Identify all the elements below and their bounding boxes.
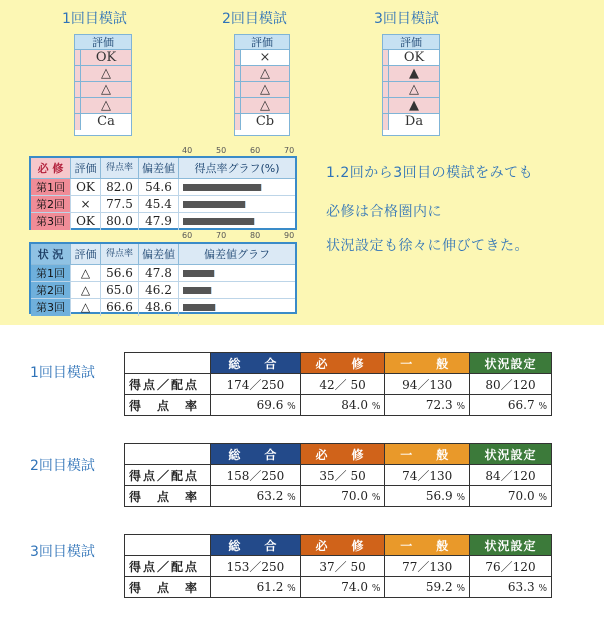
- result-header-row: [125, 353, 552, 374]
- bar-cell: [179, 299, 295, 316]
- score-cell: 153／250: [211, 556, 301, 577]
- row-label: 第1回: [31, 179, 71, 195]
- mini-value: ×: [241, 50, 289, 65]
- rate-cell: [211, 486, 301, 507]
- mini-header-2: 2回目模試: [222, 11, 287, 27]
- score-cell: 35／ 50: [300, 465, 385, 486]
- col-dev: 偏差値: [139, 158, 179, 178]
- mini-row: [75, 82, 131, 98]
- mini-row: [383, 82, 439, 98]
- blank-cell: [125, 535, 211, 556]
- mini-header-1: 1回目模試: [62, 11, 127, 27]
- row-grade: OK: [71, 179, 101, 195]
- mini-value: ▲: [389, 66, 439, 81]
- rate-value: 70.0: [341, 489, 368, 503]
- rate-value: 72.3: [425, 398, 453, 412]
- jokyo-label: 状 況: [31, 244, 71, 264]
- rate-value: 61.2: [256, 580, 284, 594]
- mini-value: Da: [389, 114, 439, 130]
- pct-unit: %: [456, 493, 466, 503]
- rate-row: [125, 486, 552, 507]
- pct-unit: %: [287, 584, 296, 594]
- col-ippan: 一 般: [385, 353, 470, 374]
- hisshu-row: [31, 196, 295, 213]
- col-total: 総 合: [211, 444, 301, 465]
- result-header-row: [125, 444, 552, 465]
- row-label: 第3回: [31, 213, 71, 230]
- hisshu-header-row: [31, 158, 295, 179]
- col-total: 総 合: [211, 353, 301, 374]
- score-row: [125, 465, 552, 486]
- rate-cell: [385, 395, 470, 416]
- row-rate: 80.0: [101, 213, 139, 230]
- col-grade: 評価: [71, 158, 101, 178]
- score-cell: 158／250: [211, 465, 301, 486]
- row-grade: OK: [71, 213, 101, 230]
- score-row: [125, 374, 552, 395]
- row-header-score: 得点／配点: [125, 556, 211, 577]
- rate-cell: [470, 395, 552, 416]
- note-line-3: 状況設定も徐々に伸びてきた。: [326, 238, 529, 254]
- mini-row: [235, 98, 289, 114]
- col-hisshu: 必 修: [300, 535, 385, 556]
- hisshu-row: [31, 179, 295, 196]
- pct-unit: %: [371, 584, 381, 594]
- col-jokyo: 状況設定: [470, 353, 552, 374]
- mini-value: △: [241, 82, 289, 97]
- mini-value: OK: [389, 50, 439, 65]
- bar-cell: [179, 282, 295, 298]
- note-line-2: 必修は合格圏内に: [326, 204, 442, 220]
- col-dev: 偏差値: [139, 244, 179, 264]
- mini-value: △: [81, 82, 131, 97]
- hisshu-row: [31, 213, 295, 230]
- bar-cell: [179, 179, 295, 195]
- rate-value: 63.3: [507, 580, 535, 594]
- score-cell: 84／120: [470, 465, 552, 486]
- row-dev: 54.6: [139, 179, 179, 195]
- score-bar: [183, 201, 246, 208]
- mini-value: △: [81, 66, 131, 81]
- jokyo-stats-table: [29, 242, 297, 314]
- row-header-rate: 得 点 率: [125, 395, 211, 416]
- col-hisshu: 必 修: [300, 353, 385, 374]
- exam-label-3: 3回目模試: [30, 544, 95, 560]
- rate-value: 63.2: [256, 489, 284, 503]
- row-dev: 45.4: [139, 196, 179, 212]
- col-grade: 評価: [71, 244, 101, 264]
- mini-row: [383, 50, 439, 66]
- row-rate: 66.6: [101, 299, 139, 316]
- exam-label-2: 2回目模試: [30, 458, 95, 474]
- rate-cell: [300, 486, 385, 507]
- rate-cell: [385, 486, 470, 507]
- score-cell: 94／130: [385, 374, 470, 395]
- rate-cell: [211, 577, 301, 598]
- score-bar: [183, 218, 255, 225]
- rate-cell: [300, 395, 385, 416]
- mini-value: ▲: [389, 98, 439, 113]
- mini-row: [235, 50, 289, 66]
- rate-value: 74.0: [341, 580, 368, 594]
- mini-value: △: [389, 82, 439, 97]
- row-grade: △: [71, 265, 101, 281]
- mini-row: [235, 114, 289, 130]
- mini-value: Cb: [241, 114, 289, 130]
- bar-cell: [179, 265, 295, 281]
- mini-value: △: [241, 98, 289, 113]
- exam-label-1: 1回目模試: [30, 365, 95, 381]
- result-table-2: [124, 443, 552, 507]
- jokyo-row: [31, 282, 295, 299]
- mini-table-header: 評価: [75, 35, 131, 50]
- col-graph: 偏差値グラフ: [204, 248, 270, 261]
- score-cell: 80／120: [470, 374, 552, 395]
- row-grade: ×: [71, 196, 101, 212]
- rate-cell: [470, 577, 552, 598]
- score-cell: 42／ 50: [300, 374, 385, 395]
- row-header-rate: 得 点 率: [125, 577, 211, 598]
- col-total: 総 合: [211, 535, 301, 556]
- pct-unit: %: [456, 402, 466, 412]
- mini-value: OK: [81, 50, 131, 65]
- row-label: 第2回: [31, 282, 71, 298]
- row-dev: 47.8: [139, 265, 179, 281]
- result-header-row: [125, 535, 552, 556]
- blank-cell: [125, 353, 211, 374]
- dev-bar: [183, 287, 212, 294]
- mini-row: [235, 66, 289, 82]
- col-hisshu: 必 修: [300, 444, 385, 465]
- rate-value: 59.2: [425, 580, 453, 594]
- rate-value: 69.6: [256, 398, 284, 412]
- scale-label: 70: [216, 231, 227, 240]
- result-table-1: [124, 352, 552, 416]
- scale-label: 70: [284, 146, 295, 155]
- scale-label: 60: [250, 146, 261, 155]
- rate-value: 66.7: [507, 398, 535, 412]
- rate-cell: [211, 395, 301, 416]
- rate-cell: [300, 577, 385, 598]
- pct-unit: %: [538, 493, 547, 503]
- row-dev: 48.6: [139, 299, 179, 316]
- score-cell: 174／250: [211, 374, 301, 395]
- row-header-score: 得点／配点: [125, 374, 211, 395]
- jokyo-row: [31, 299, 295, 316]
- scale-label: 80: [250, 231, 261, 240]
- rate-cell: [385, 577, 470, 598]
- mini-table-3: [382, 34, 440, 136]
- scale-label: 50: [216, 146, 227, 155]
- mini-table-header: 評価: [383, 35, 439, 50]
- row-label: 第3回: [31, 299, 71, 316]
- mini-value: Ca: [81, 114, 131, 130]
- score-cell: 77／130: [385, 556, 470, 577]
- dev-bar: [183, 304, 216, 311]
- score-bar: [183, 184, 262, 191]
- pct-unit: %: [456, 584, 466, 594]
- mini-row: [383, 98, 439, 114]
- mini-value: △: [81, 98, 131, 113]
- rate-row: [125, 577, 552, 598]
- mini-table-header: 評価: [235, 35, 289, 50]
- mini-row: [383, 114, 439, 130]
- pct-unit: %: [371, 493, 381, 503]
- mini-row: [75, 98, 131, 114]
- mini-row: [75, 114, 131, 130]
- pct-unit: %: [287, 493, 296, 503]
- mini-row: [383, 66, 439, 82]
- mini-table-2: [234, 34, 290, 136]
- mini-value: △: [241, 66, 289, 81]
- jokyo-header-row: [31, 244, 295, 265]
- scale-label: 40: [182, 146, 193, 155]
- rate-value: 56.9: [425, 489, 453, 503]
- col-ippan: 一 般: [385, 444, 470, 465]
- rate-row: [125, 395, 552, 416]
- mini-header-3: 3回目模試: [374, 11, 439, 27]
- score-row: [125, 556, 552, 577]
- mini-row: [235, 82, 289, 98]
- row-dev: 47.9: [139, 213, 179, 230]
- blank-cell: [125, 444, 211, 465]
- row-dev: 46.2: [139, 282, 179, 298]
- scale-label: 90: [284, 231, 295, 240]
- row-rate: 65.0: [101, 282, 139, 298]
- scale-label: 60: [182, 231, 193, 240]
- row-label: 第2回: [31, 196, 71, 212]
- pct-unit: %: [538, 584, 547, 594]
- col-jokyo: 状況設定: [470, 444, 552, 465]
- row-grade: △: [71, 282, 101, 298]
- col-graph: 得点率グラフ(%): [194, 162, 280, 175]
- row-rate: 77.5: [101, 196, 139, 212]
- col-ippan: 一 般: [385, 535, 470, 556]
- row-rate: 56.6: [101, 265, 139, 281]
- col-rate: 得点率: [101, 244, 139, 264]
- rate-value: 70.0: [507, 489, 535, 503]
- hisshu-stats-table: [29, 156, 297, 230]
- result-table-3: [124, 534, 552, 598]
- row-header-rate: 得 点 率: [125, 486, 211, 507]
- mini-row: [75, 66, 131, 82]
- col-jokyo: 状況設定: [470, 535, 552, 556]
- row-header-score: 得点／配点: [125, 465, 211, 486]
- score-cell: 74／130: [385, 465, 470, 486]
- note-line-1: 1.2回から3回目の模試をみても: [326, 165, 534, 181]
- mini-table-1: [74, 34, 132, 136]
- row-rate: 82.0: [101, 179, 139, 195]
- pct-unit: %: [287, 402, 296, 412]
- rate-value: 84.0: [341, 398, 368, 412]
- col-rate: 得点率: [101, 158, 139, 178]
- bar-cell: [179, 196, 295, 212]
- pct-unit: %: [538, 402, 547, 412]
- hisshu-label: 必 修: [31, 158, 71, 178]
- dev-bar: [183, 270, 215, 277]
- rate-cell: [470, 486, 552, 507]
- score-cell: 76／120: [470, 556, 552, 577]
- row-grade: △: [71, 299, 101, 316]
- bar-cell: [179, 213, 295, 230]
- mini-row: [75, 50, 131, 66]
- jokyo-row: [31, 265, 295, 282]
- row-label: 第1回: [31, 265, 71, 281]
- pct-unit: %: [371, 402, 381, 412]
- score-cell: 37／ 50: [300, 556, 385, 577]
